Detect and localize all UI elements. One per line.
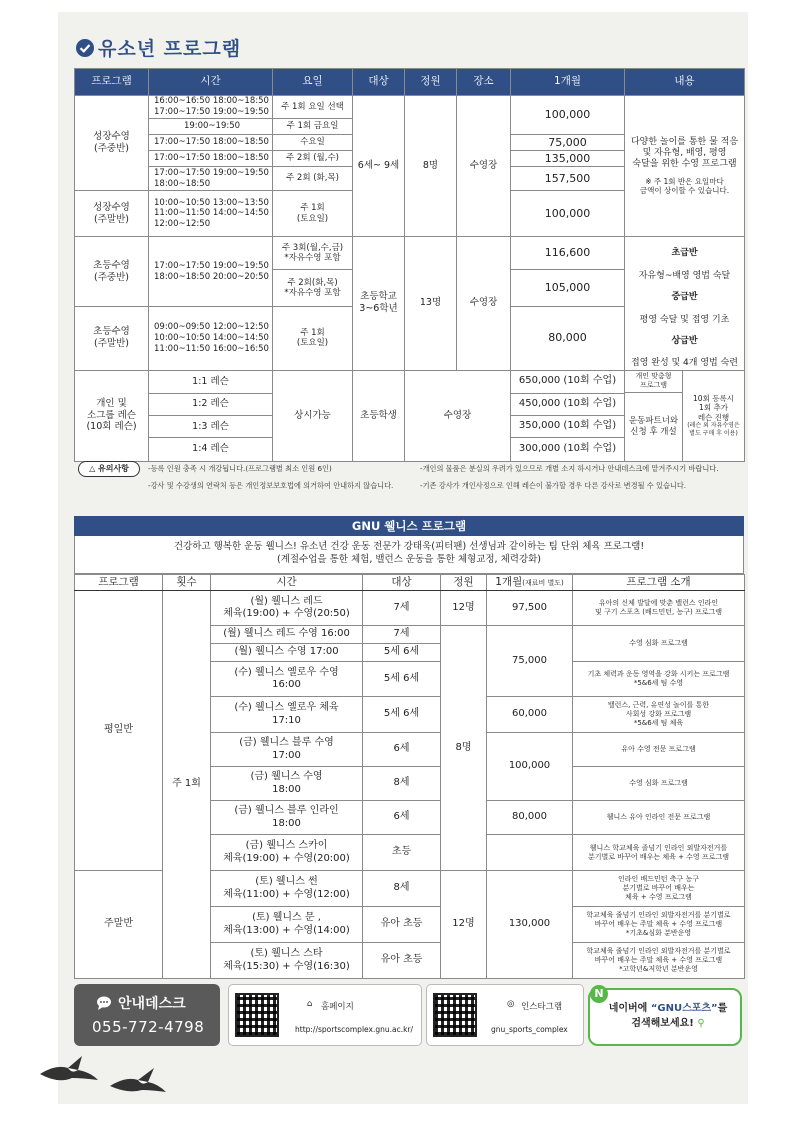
content-growth-desc: 다양한 놀이를 통한 물 적응 및 자유형, 배영, 평영 숙달을 위한 수영 프로그램 — [630, 136, 739, 170]
weekday-label: 평일반 — [75, 591, 163, 871]
price-cell: 650,000 (10회 수업) — [511, 370, 625, 393]
target-private: 초등학생 — [353, 370, 405, 461]
w-header-capacity: 정원 — [441, 575, 487, 591]
check-circle-icon — [76, 39, 94, 57]
price-cell: 350,000 (10회 수업) — [511, 415, 625, 437]
w-capacity-cell: 12명 — [441, 871, 487, 979]
weekend-label: 주말반 — [75, 871, 163, 979]
w-time-cell: (월) 웰니스 레드 수영 16:00 — [211, 626, 363, 644]
w-target-cell: 6세 — [363, 733, 441, 767]
instagram-id[interactable]: gnu_sports_complex — [491, 1025, 568, 1034]
day-cell: 주 1회 (토요일) — [273, 307, 353, 370]
day-cell: 주 2회 (월,수) — [273, 151, 353, 167]
w-intro-cell: 유아 수영 전문 프로그램 — [573, 733, 745, 767]
time-cell: 19:00~19:50 — [149, 119, 273, 135]
wellness-intro-line1: 건강하고 행복한 운동 웰니스! 유소년 건강 운동 전문가 강태욱(피터팬) 선생님과 같이하는 팀 단위 체육 프로그램! — [173, 541, 645, 552]
header-content: 내용 — [625, 69, 745, 96]
price-cell: 100,000 — [511, 96, 625, 135]
time-cell: 10:00~10:50 13:00~13:50 11:00~11:50 14:00~14:50 12:00~12:50 — [149, 191, 273, 237]
wellness-intro — [74, 536, 744, 574]
header-place: 장소 — [457, 69, 511, 96]
capacity-growth: 8명 — [405, 96, 457, 237]
partner-note: 운동파트너와 신청 후 개설 — [628, 415, 679, 437]
w-header-price — [487, 575, 573, 591]
w-target-cell: 유아 초등 — [363, 943, 441, 979]
homepage-card[interactable] — [228, 984, 422, 1046]
lesson-type: 1:1 레슨 — [149, 370, 273, 393]
w-target-cell: 5세 6세 — [363, 697, 441, 733]
price-cell: 116,600 — [511, 237, 625, 270]
w-target-cell: 6세 — [363, 801, 441, 835]
day-cell: 주 2회(화,목) *자유수영 포함 — [273, 270, 353, 307]
section-title-youth: 유소년 프로그램 — [98, 38, 242, 60]
header-month-price: 1개월 — [511, 69, 625, 96]
w-price-empty — [487, 835, 573, 871]
instagram-card[interactable] — [426, 984, 584, 1046]
rule-subnote: (레슨 외 자유수영은 별도 구매 후 이용) — [687, 422, 740, 437]
day-cell: 주 2회 (화,목) — [273, 167, 353, 191]
w-intro-cell: 웰니스 유아 인라인 전문 프로그램 — [573, 801, 745, 835]
wellness-intro-line2: (계절수업을 통한 체험, 밸런스 운동을 통한 체형교정, 체력강화) — [276, 553, 542, 565]
w-price-cell: 80,000 — [487, 801, 573, 835]
w-target-cell: 8세 — [363, 871, 441, 907]
home-icon: ⌂ — [307, 999, 313, 1009]
w-header-price-note: (재료비 별도) — [522, 578, 564, 587]
w-time-cell: (토) 웰니스 스타 체육(15:30) + 수영(16:30) — [211, 943, 363, 979]
w-header-count: 횟수 — [163, 575, 211, 591]
price-cell: 450,000 (10회 수업) — [511, 393, 625, 415]
day-cell: 주 1회 금요일 — [273, 119, 353, 135]
notice-line: -등록 인원 충족 시 개강됩니다.(프로그램별 최소 인원 6인) — [148, 464, 332, 473]
capacity-elem: 13명 — [405, 237, 457, 371]
w-header-target: 대상 — [363, 575, 441, 591]
program-growth-weekday: 성장수영 (주중반) — [75, 96, 149, 191]
w-header-time: 시간 — [211, 575, 363, 591]
naver-search-text — [598, 1002, 738, 1031]
w-header-price-label: 1개월 — [495, 575, 523, 588]
naver-logo-icon: N — [590, 985, 608, 1003]
price-cell: 300,000 (10회 수업) — [511, 438, 625, 461]
custom-program: 개인 맞춤형 프로그램 — [625, 371, 682, 393]
w-target-cell: 7세 — [363, 591, 441, 626]
w-time-cell: (금) 웰니스 블루 인라인 18:00 — [211, 801, 363, 835]
w-target-cell: 5세 6세 — [363, 644, 441, 662]
target-growth: 6세~ 9세 — [353, 96, 405, 237]
program-elem-weekend: 초등수영 (주말반) — [75, 307, 149, 370]
w-target-cell: 5세 6세 — [363, 662, 441, 697]
w-price-cell: 75,000 — [487, 626, 573, 697]
chat-bubble-icon — [96, 996, 112, 1010]
w-time-cell: (금) 웰니스 스카이 체육(19:00) + 수영(20:00) — [211, 835, 363, 871]
homepage-url[interactable]: http://sportscomplex.gnu.ac.kr/ — [295, 1025, 414, 1034]
w-time-cell: (토) 웰니스 문 , 체육(13:00) + 수영(14:00) — [211, 907, 363, 943]
rule-note: 10회 등록시 1회 추가 레슨 진행 — [693, 393, 734, 422]
header-target: 대상 — [353, 69, 405, 96]
price-cell: 80,000 — [511, 307, 625, 370]
level-advanced-desc: 접영 완성 및 4개 영법 숙련 — [631, 358, 738, 369]
time-cell: 17:00~17:50 18:00~18:50 — [149, 135, 273, 151]
header-time: 시간 — [149, 69, 273, 96]
header-program: 프로그램 — [75, 69, 149, 96]
w-header-intro: 프로그램 소개 — [573, 575, 745, 591]
time-cell: 17:00~17:50 19:00~19:50 18:00~18:50 20:00~20:50 — [149, 237, 273, 307]
lesson-type: 1:3 레슨 — [149, 415, 273, 437]
w-capacity-cell: 12명 — [441, 591, 487, 626]
naver-text-suffix: 를 — [717, 1003, 728, 1014]
w-intro-cell: 수영 심화 프로그램 — [573, 767, 745, 801]
homepage-qr-code[interactable] — [235, 993, 279, 1037]
price-cell: 75,000 — [511, 135, 625, 151]
w-time-cell: (수) 웰니스 옐로우 체육 17:10 — [211, 697, 363, 733]
day-private: 상시가능 — [273, 370, 353, 461]
notice-line: -강사 및 수강생의 연락처 등은 개인정보보호법에 의거하여 안내하지 않습니다. — [148, 481, 394, 490]
lesson-type: 1:2 레슨 — [149, 393, 273, 415]
naver-text-prefix: 네이버에 — [608, 1003, 651, 1014]
w-target-cell: 유아 초등 — [363, 907, 441, 943]
naver-keyword: “GNU스포츠” — [650, 1003, 718, 1014]
place-growth: 수영장 — [457, 96, 511, 237]
instagram-icon: ◎ — [507, 999, 515, 1009]
level-intermediate-desc: 평영 숙달 및 접영 기초 — [639, 314, 730, 325]
price-cell: 100,000 — [511, 191, 625, 237]
program-private: 개인 및 소그룹 레슨 (10회 레슨) — [75, 370, 149, 461]
level-beginner-desc: 자유형~배영 영법 숙달 — [638, 270, 731, 281]
w-time-cell: (월) 웰니스 레드 체육(19:00) + 수영(20:50) — [211, 591, 363, 626]
content-growth-note: ※ 주 1회 반은 요일마다 금액이 상이할 수 있습니다. — [639, 176, 730, 195]
notice-line: -개인의 물품은 분실의 우려가 있으므로 개별 소지 하시거나 안내데스크에 맡겨주시기 바랍니다. — [420, 464, 719, 473]
wellness-title: GNU 웰니스 프로그램 — [74, 516, 744, 536]
lesson-type: 1:4 레슨 — [149, 438, 273, 461]
time-cell: 17:00~17:50 18:00~18:50 — [149, 151, 273, 167]
program-elem-weekday: 초등수영 (주중반) — [75, 237, 149, 307]
notice-line: -기존 강사가 개인사정으로 인해 레슨이 불가할 경우 다른 강사로 변경될 수 있습니다. — [420, 481, 687, 490]
wellness-program-table — [74, 574, 745, 979]
magpie-birds-illustration — [38, 1034, 168, 1094]
header-capacity: 정원 — [405, 69, 457, 96]
youth-program-table — [74, 68, 745, 462]
w-price-cell: 60,000 — [487, 697, 573, 733]
w-capacity-cell: 8명 — [441, 626, 487, 871]
notice-badge-label: 유의사항 — [98, 464, 129, 473]
w-time-cell: (토) 웰니스 썬 체육(11:00) + 수영(12:00) — [211, 871, 363, 907]
content-elem — [625, 237, 745, 371]
place-private: 수영장 — [405, 370, 511, 461]
program-growth-weekend: 성장수영 (주말반) — [75, 191, 149, 237]
w-intro-cell: 학교체육 줄넘기 인라인 외발자전거를 분기별로 바꾸어 배우는 주말 체육 + 수영 프로그램 *고학년&저학년 분반운영 — [573, 943, 745, 979]
level-advanced: 상급반 — [671, 335, 698, 346]
info-desk-title: 안내데스크 — [118, 996, 186, 1012]
price-cell: 157,500 — [511, 167, 625, 191]
level-intermediate: 중급반 — [671, 292, 698, 302]
w-price-cell: 97,500 — [487, 591, 573, 626]
info-desk-phone[interactable]: 055-772-4798 — [92, 1018, 205, 1036]
w-price-cell: 100,000 — [487, 733, 573, 801]
w-intro-cell: 수영 심화 프로그램 — [573, 626, 745, 662]
w-intro-cell: 기초 체력과 운동 영역을 강화 시키는 프로그램 *5&6세 팀 수영 — [573, 662, 745, 697]
w-time-cell: (금) 웰니스 수영 18:00 — [211, 767, 363, 801]
w-price-cell: 130,000 — [487, 871, 573, 979]
w-target-cell: 8세 — [363, 767, 441, 801]
instagram-label: 인스타그램 — [521, 1002, 563, 1012]
day-cell: 주 3회(월,수,금) *자유수영 포함 — [273, 237, 353, 270]
w-time-cell: (금) 웰니스 블루 수영 17:00 — [211, 733, 363, 767]
w-intro-cell: 유아의 신체 발달에 맞춘 밸런스 인라인 및 구기 스포츠 (배드민턴, 농구) 프로그램 — [573, 591, 745, 626]
homepage-label: 홈페이지 — [321, 1002, 354, 1012]
w-intro-cell: 밸런스, 근력, 유연성 놀이를 통한 사회성 강화 프로그램 *5&6세 팀 체육 — [573, 697, 745, 733]
content-private — [625, 370, 745, 461]
naver-text-line2: 검색해보세요! — [631, 1017, 694, 1029]
w-time-cell: (월) 웰니스 수영 17:00 — [211, 644, 363, 662]
count-cell: 주 1회 — [163, 591, 211, 979]
w-header-program: 프로그램 — [75, 575, 163, 591]
warning-icon: △ — [89, 464, 98, 473]
instagram-qr-code[interactable] — [433, 993, 477, 1037]
time-cell: 17:00~17:50 19:00~19:50 18:00~18:50 — [149, 167, 273, 191]
w-target-cell: 초등 — [363, 835, 441, 871]
time-cell: 09:00~09:50 12:00~12:50 10:00~10:50 14:00~14:50 11:00~11:50 16:00~16:50 — [149, 307, 273, 370]
w-intro-cell: 학교체육 줄넘기 인라인 외발자전거를 분기별로 바꾸어 배우는 주말 체육 + 수영 프로그램 *기초&심화 분반운영 — [573, 907, 745, 943]
naver-search-card[interactable] — [588, 988, 742, 1046]
w-intro-cell: 인라인 배드민턴 축구 농구 분기별로 바꾸어 배우는 체육 + 수영 프로그램 — [573, 871, 745, 907]
content-growth — [625, 96, 745, 237]
day-cell: 수요일 — [273, 135, 353, 151]
day-cell: 주 1회 (토요일) — [273, 191, 353, 237]
w-target-cell: 7세 — [363, 626, 441, 644]
search-icon: ⚲ — [697, 1017, 705, 1029]
level-beginner: 초급반 — [671, 248, 698, 259]
price-cell: 105,000 — [511, 270, 625, 307]
notice-badge — [78, 461, 140, 477]
target-elem: 초등학교 3~6학년 — [353, 237, 405, 371]
place-elem: 수영장 — [457, 237, 511, 371]
time-cell: 16:00~16:50 18:00~18:50 17:00~17:50 19:00~19:50 — [149, 96, 273, 119]
day-cell: 주 1회 요일 선택 — [273, 96, 353, 119]
w-intro-cell: 웰니스 학교체육 졸넘기 인라인 외발자전거를 분기별로 바꾸어 배우는 체육 + 수영 프로그램 — [573, 835, 745, 871]
w-time-cell: (수) 웰니스 옐로우 수영 16:00 — [211, 662, 363, 697]
price-cell: 135,000 — [511, 151, 625, 167]
header-day: 요일 — [273, 69, 353, 96]
